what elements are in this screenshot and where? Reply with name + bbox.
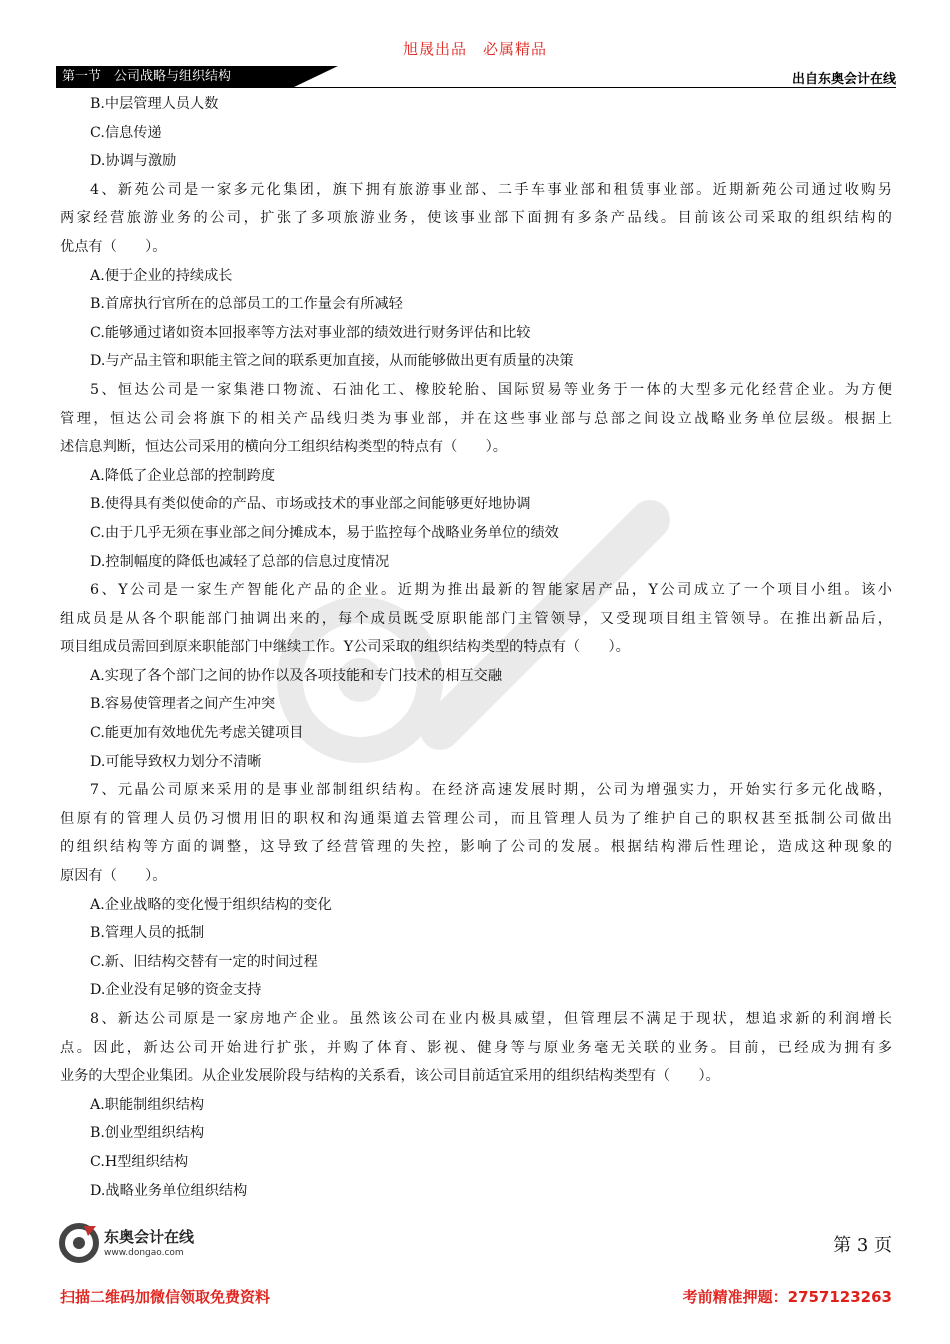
option-line: B.容易使管理者之间产生冲突 (90, 696, 276, 713)
option-line: C.新、旧结构交替有一定的时间过程 (90, 953, 318, 970)
option-line: B.首席执行官所在的总部员工的工作量会有所减轻 (90, 296, 403, 313)
question-line: 点。因此，新达公司开始进行扩张，并购了体育、影视、健身等与原业务毫无关联的业务。目前，已经成为拥有多 (60, 1039, 892, 1056)
option-line: A.实现了各个部门之间的协作以及各项技能和专门技术的相互交融 (90, 667, 503, 684)
question-line: 原因有（ ）。 (60, 868, 167, 885)
option-line: C.由于几乎无须在事业部之间分摊成本，易于监控每个战略业务单位的绩效 (90, 524, 559, 541)
question-line: 项目组成员需回到原来职能部门中继续工作。Y公司采取的组织结构类型的特点有（ ）。 (60, 639, 630, 656)
page-number: 第 3 页 (833, 1235, 892, 1256)
option-line: A.企业战略的变化慢于组织结构的变化 (90, 896, 332, 913)
question-line: 4、新苑公司是一家多元化集团，旗下拥有旅游事业部、二手车事业部和租赁事业部。近期新苑公司通过收购另 (90, 181, 892, 198)
source-label: 出自东奥会计在线 (791, 72, 896, 87)
question-line: 的组织结构等方面的调整，这导致了经营管理的失控，影响了公司的发展。根据结构滞后性理论，造成这种现象的 (60, 839, 892, 856)
option-line: B.中层管理人员人数 (90, 96, 219, 112)
question-line: 但原有的管理人员仍习惯用旧的职权和沟通渠道去管理公司，而且管理人员为了维护自己的职权甚至抵制公司做出 (60, 810, 892, 827)
option-line: D.协调与激励 (90, 153, 177, 170)
footer-logo (58, 1222, 278, 1266)
question-line: 8、新达公司原是一家房地产企业。虽然该公司在业内极具威望，但管理层不满足于现状，想追求新的利润增长 (90, 1011, 892, 1027)
option-line: D.控制幅度的降低也减轻了总部的信息过度情况 (90, 553, 390, 570)
logo-url: www.dongao.com (104, 1248, 184, 1258)
question-line: 管理，恒达公司会将旗下的相关产品线归类为事业部，并在这些事业部与总部之间设立战略业务单位层级。根据上 (60, 410, 892, 427)
running-header (56, 66, 896, 88)
option-line: C.信息传递 (90, 124, 162, 141)
option-line: C.能更加有效地优先考虑关键项目 (90, 725, 304, 742)
option-line: A.降低了企业总部的控制跨度 (90, 467, 276, 484)
option-line: D.企业没有足够的资金支持 (90, 982, 262, 999)
question-line: 组成员是从各个职能部门抽调出来的，每个成员既受原职能部门主管领导，又受现项目组主管领导。在推出新品后， (60, 610, 892, 627)
question-line: 述信息判断，恒达公司采用的横向分工组织结构类型的特点有（ ）。 (60, 439, 507, 456)
option-line: B.创业型组织结构 (90, 1125, 205, 1142)
dongao-logo-icon (58, 1222, 100, 1264)
footer-promo-right: 考前精准押题：2757123263 (682, 1288, 892, 1306)
header-rule (56, 87, 896, 88)
section-tab-tail (292, 66, 338, 88)
question-line: 业务的大型企业集团。从企业发展阶段与结构的关系看，该公司目前适宜采用的组织结构类型有（ ）。 (60, 1068, 720, 1085)
question-line: 7、元晶公司原来采用的是事业部制组织结构。在经济高速发展时期，公司为增强实力，开始实行多元化战略， (90, 782, 892, 799)
option-line: C.能够通过诸如资本回报率等方法对事业部的绩效进行财务评估和比较 (90, 324, 531, 341)
option-line: D.可能导致权力划分不清晰 (90, 753, 262, 770)
option-line: A.职能制组织结构 (90, 1096, 205, 1113)
logo-name: 东奥会计在线 (104, 1228, 195, 1246)
option-line: A.便于企业的持续成长 (90, 267, 233, 284)
section-tab: 第一节 公司战略与组织结构 (56, 66, 292, 88)
document-body (60, 90, 892, 1205)
question-line: 优点有（ ）。 (60, 238, 167, 255)
footer-promo-left: 扫描二维码加微信领取免费资料 (60, 1288, 271, 1306)
question-line: 6、Y公司是一家生产智能化产品的企业。近期为推出最新的智能家居产品，Y公司成立了一个项目小组。该小 (90, 582, 892, 599)
question-line: 5、恒达公司是一家集港口物流、石油化工、橡胶轮胎、国际贸易等业务于一体的大型多元化经营企业。为方便 (90, 381, 892, 398)
option-line: C.H型组织结构 (90, 1153, 189, 1170)
top-banner: 旭晟出品 必属精品 (402, 40, 547, 58)
option-line: B.使得具有类似使命的产品、市场或技术的事业部之间能够更好地协调 (90, 496, 531, 513)
option-line: D.战略业务单位组织结构 (90, 1182, 248, 1199)
option-line: D.与产品主管和职能主管之间的联系更加直接，从而能够做出更有质量的决策 (90, 353, 574, 370)
option-line: B.管理人员的抵制 (90, 925, 205, 942)
question-line: 两家经营旅游业务的公司，扩张了多项旅游业务，使该事业部下面拥有多条产品线。目前该公司采取的组织结构的 (60, 210, 892, 227)
